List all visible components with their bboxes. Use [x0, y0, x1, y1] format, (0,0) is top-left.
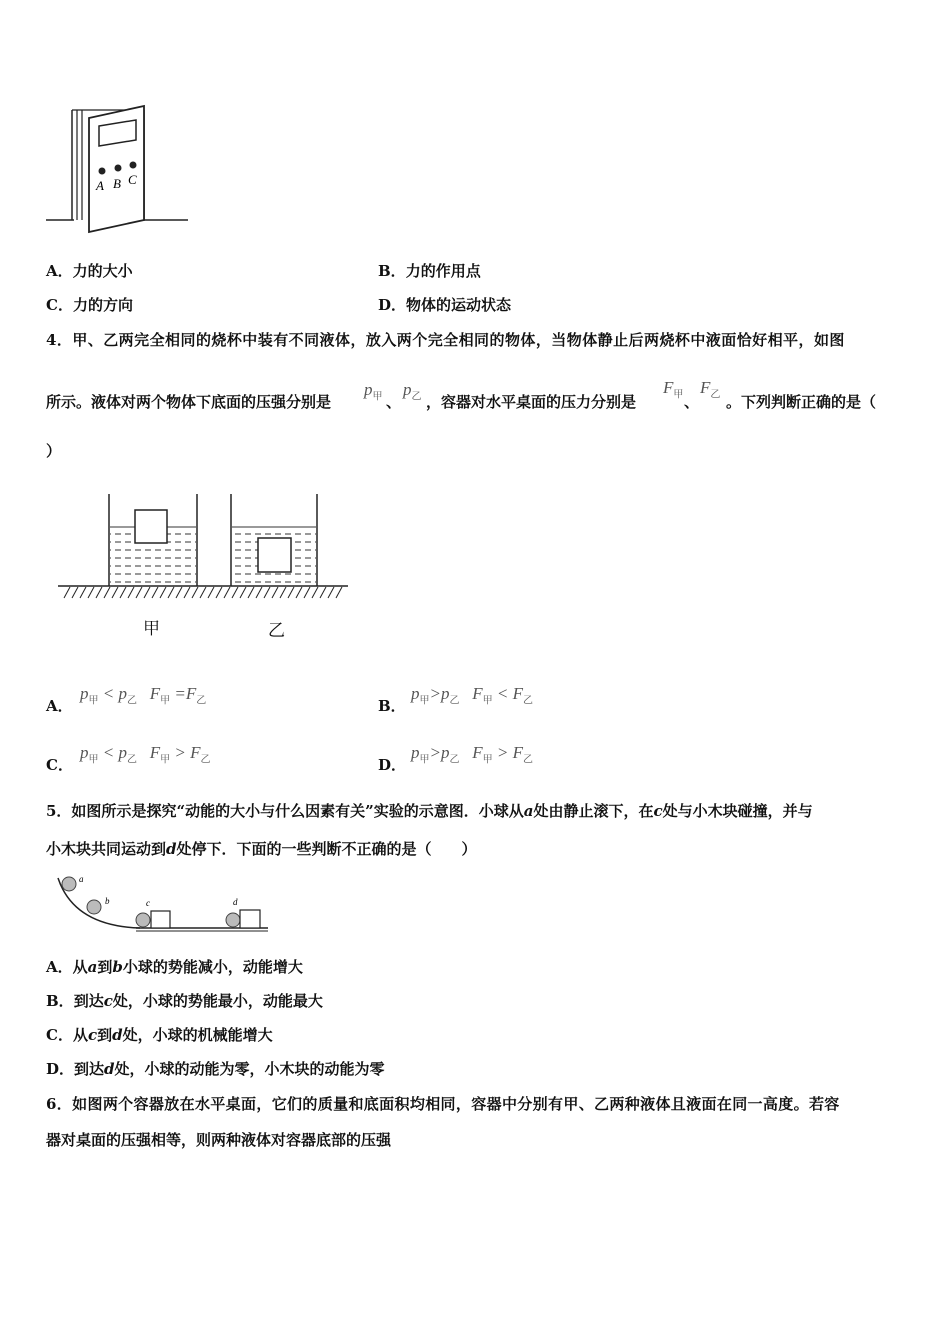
q6-stem-line2: 器对桌面的压强相等，则两种液体对容器底部的压强: [46, 1131, 392, 1149]
q5-option-d[interactable]: D．到达d处，小球的动能为零，小木块的动能为零: [46, 1060, 385, 1078]
q4-separator: 、: [386, 393, 402, 411]
q5-option-c[interactable]: C．从c到d处，小球的机械能增大: [46, 1026, 273, 1044]
q4-separator: 、: [684, 393, 700, 411]
ramp-label: c: [146, 898, 150, 908]
q4-option-a-letter[interactable]: A．: [46, 697, 73, 715]
q3-option-c[interactable]: C．力的方向: [46, 296, 133, 314]
beaker-label-yi: 乙: [268, 621, 285, 641]
q3-option-b[interactable]: B．力的作用点: [378, 262, 481, 280]
q4-option-a-formula[interactable]: $p_甲 < p_乙$ $F_甲 =F_乙$: [80, 684, 207, 707]
q4-option-b-formula[interactable]: $p_甲>p_乙$ $F_甲 < F_乙$: [411, 684, 533, 707]
q4-option-d-formula[interactable]: $p_甲>p_乙$ $F_甲 > F_乙$: [411, 743, 533, 766]
f-yi-symbol: $F_乙$: [700, 378, 721, 401]
q3-option-a[interactable]: A．力的大小: [46, 262, 133, 280]
q4-stem-line1: 4．甲、乙两完全相同的烧杯中装有不同液体，放入两个完全相同的物体，当物体静止后两烧杯中液面恰好相平，如图: [46, 331, 845, 349]
wood-block-d: [240, 910, 260, 928]
q5-stem-line2: 小木块共同运动到d处停下．下面的一些判断不正确的是（ ）: [46, 840, 477, 858]
submerged-block: [258, 538, 291, 572]
p-yi-symbol: $p_乙$: [403, 380, 422, 403]
door-point-label: A: [96, 178, 104, 193]
q3-option-d[interactable]: D．物体的运动状态: [378, 296, 512, 314]
q4-option-c-letter[interactable]: C．: [46, 756, 73, 774]
door-figure: [44, 100, 190, 240]
ramp-label: a: [79, 874, 84, 884]
p-jia-symbol: $p_甲$: [364, 380, 383, 403]
q5-option-a[interactable]: A．从a到b小球的势能减小，动能增大: [46, 958, 303, 976]
q4-stem-line2: 所示。液体对两个物体下底面的压强分别是: [46, 393, 332, 411]
q4-option-c-formula[interactable]: $p_甲 < p_乙$ $F_甲 > F_乙$: [80, 743, 211, 766]
f-jia-symbol: $F_甲$: [663, 378, 684, 401]
q4-stem-line2b: ，容器对水平桌面的压力分别是: [426, 393, 637, 411]
beakers-figure: [54, 490, 354, 640]
ramp-label: d: [233, 897, 238, 907]
q4-stem-line3: ）: [46, 442, 62, 460]
q5-option-b[interactable]: B．到达c处，小球的势能最小，动能最大: [46, 992, 323, 1010]
q4-stem-line2c: 。下列判断正确的是（: [726, 393, 877, 411]
q4-option-b-letter[interactable]: B．: [378, 697, 406, 715]
ramp-label: b: [105, 896, 110, 906]
beaker-label-jia: 甲: [143, 619, 160, 639]
ramp-figure: [52, 868, 272, 938]
door-point-label: C: [128, 172, 137, 187]
q4-option-d-letter[interactable]: D．: [378, 756, 407, 774]
q6-stem-line1: 6．如图两个容器放在水平桌面，它们的质量和底面积均相同，容器中分别有甲、乙两种液体且液面在同一高度。若容: [46, 1095, 840, 1113]
q5-stem-line1: 5．如图所示是探究“动能的大小与什么因素有关”实验的示意图．小球从a处由静止滚下，在c处与小木块碰撞，并与: [46, 802, 813, 820]
floating-block: [135, 510, 167, 543]
wood-block-c: [151, 911, 170, 928]
door-point-label: B: [113, 176, 121, 191]
